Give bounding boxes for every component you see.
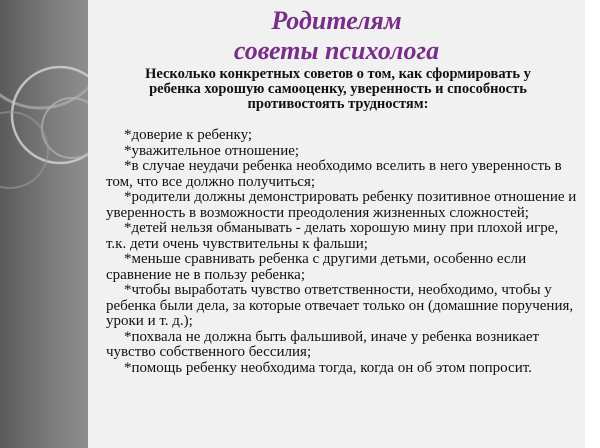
slide-title: [88, 6, 585, 66]
advice-item: *меньше сравнивать ребенка с другими детьми, особенно если сравнение не в пользу ребенка;: [106, 251, 527, 283]
content-panel: [88, 0, 585, 448]
advice-item: *в случае неудачи ребенка необходимо вселить в него уверенность в том, что все должно получиться;: [106, 158, 562, 190]
advice-item: *помощь ребенку необходима тогда, когда он об этом попросит.: [124, 359, 532, 376]
subtitle-line-3: противостоять трудностям:: [247, 96, 429, 112]
advice-item: *похвала не должна быть фальшивой, иначе у ребенка возникает чувство собственного бессилия;: [106, 328, 540, 360]
title-line-2: советы психолога: [233, 36, 440, 65]
advice-item: *доверие к ребенку;: [124, 127, 253, 143]
decorative-side-band: [0, 0, 88, 448]
advice-item: *уважительное отношение;: [124, 142, 300, 159]
advice-item: *детей нельзя обманывать - делать хорошую мину при плохой игре, т.к. дети очень чувствительны к фальши;: [106, 220, 559, 252]
subtitle-line-2: ребенка хорошую самооценку, уверенность и способность: [149, 81, 527, 97]
decorative-circles-icon: [0, 0, 88, 448]
subtitle-line-1: Несколько конкретных советов о том, как сформировать у: [145, 66, 531, 82]
advice-list: [106, 128, 582, 376]
advice-item: *чтобы выработать чувство ответственности, необходимо, чтобы у ребенка были дела, за которые отвечает только он (домашние поручения, уроки и т. д.);: [106, 282, 574, 329]
title-line-1: Родителям: [271, 6, 402, 35]
slide-subtitle: [98, 67, 578, 112]
right-margin: [585, 0, 600, 448]
advice-item: *родители должны демонстрировать ребенку позитивное отношение и уверенность в возможности преодоления жизненных сложностей;: [106, 189, 577, 221]
